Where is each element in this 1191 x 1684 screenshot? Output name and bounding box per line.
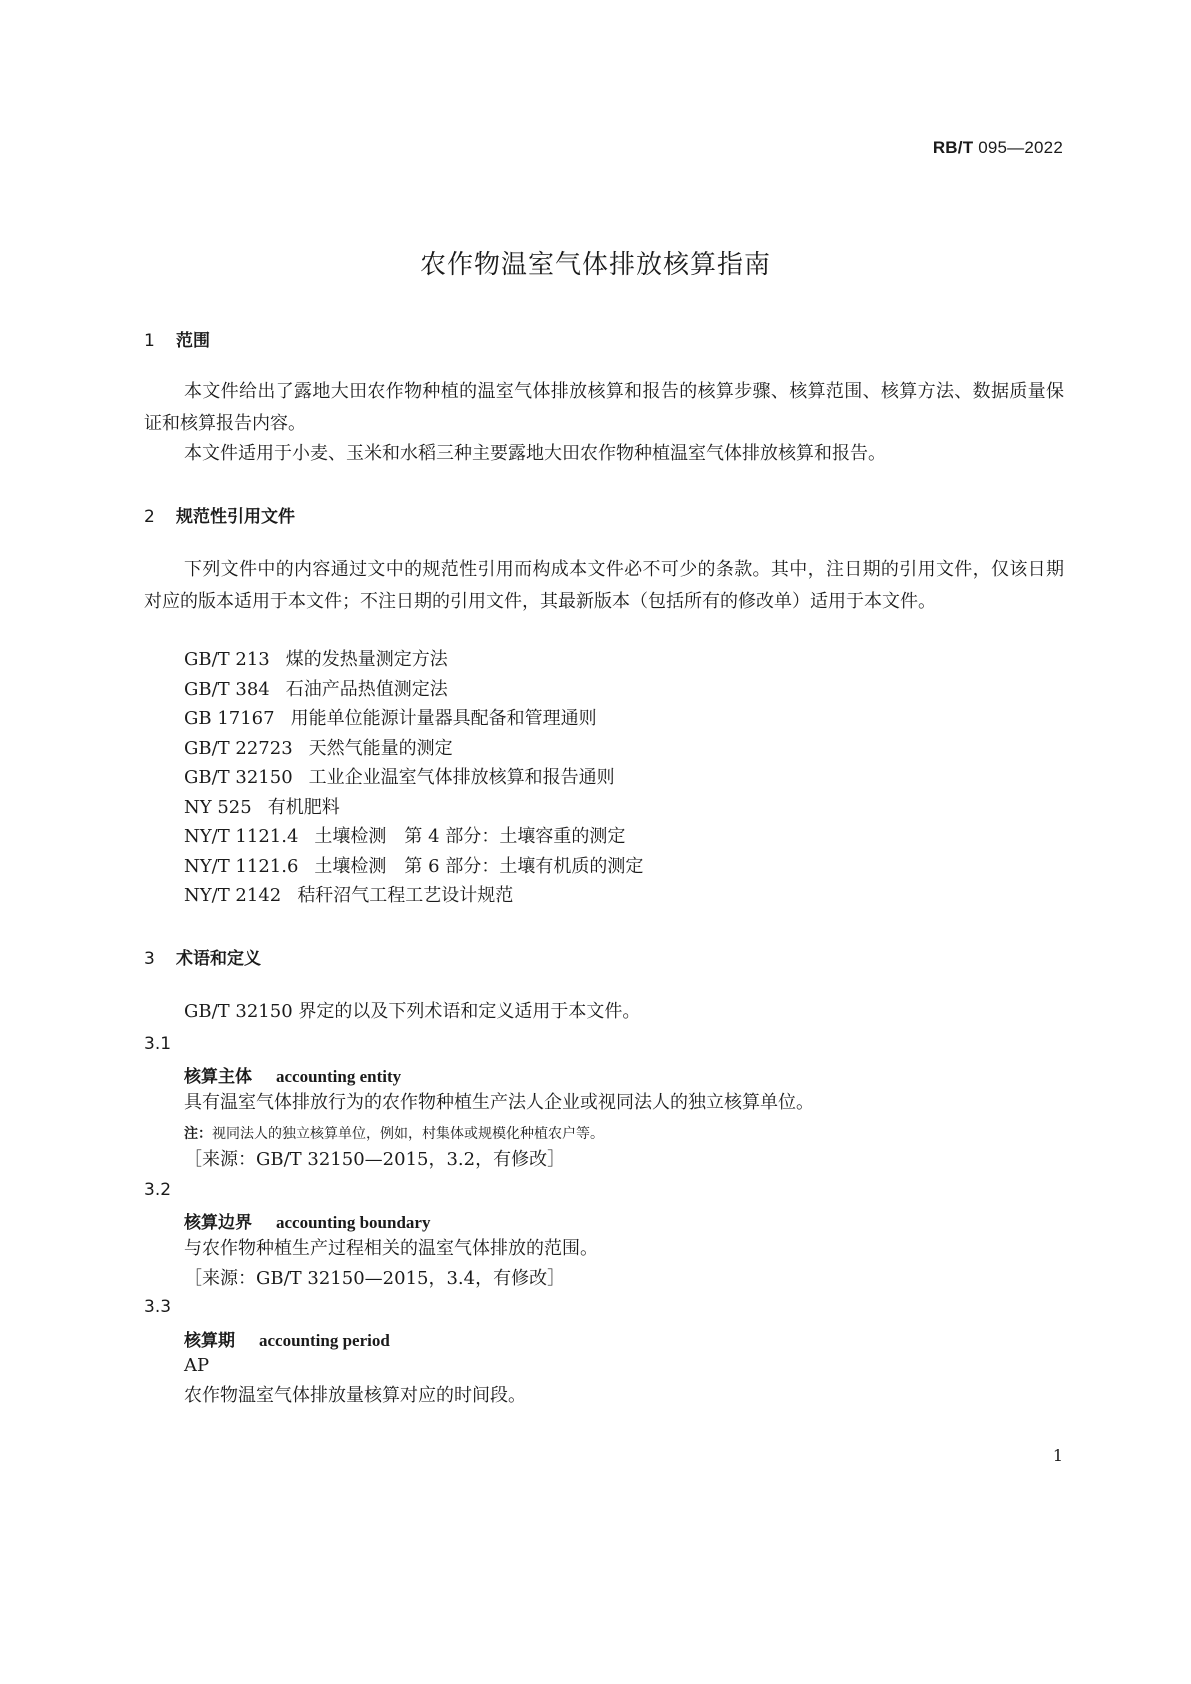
document-title: 农作物温室气体排放核算指南 — [419, 250, 771, 280]
reference-item: NY 525 有机肥料 — [184, 797, 340, 818]
term-title: 核算边界 accounting boundary — [184, 1213, 431, 1233]
term-definition: 农作物温室气体排放量核算对应的时间段。 — [184, 1385, 526, 1406]
term-note: 注：视同法人的独立核算单位，例如，村集体或规模化种植农户等。 — [184, 1126, 604, 1142]
term-definition: 与农作物种植生产过程相关的温室气体排放的范围。 — [184, 1238, 598, 1259]
term-number: 3.3 — [144, 1297, 172, 1317]
term-number: 3.1 — [144, 1034, 172, 1054]
reference-item: GB/T 213 煤的发热量测定方法 — [184, 649, 448, 670]
term-definition: 具有温室气体排放行为的农作物种植生产法人企业或视同法人的独立核算单位。 — [184, 1092, 814, 1113]
section-2-paragraph-1: 下列文件中的内容通过文中的规范性引用而构成本文件必不可少的条款。其中，注日期的引用文件，仅该日期对应的版本适用于本文件；不注日期的引用文件，其最新版本（包括所有的修改单）适用于本文件。 — [144, 559, 1064, 612]
term-title: 核算主体 accounting entity — [184, 1067, 402, 1087]
section-3-heading: 3 术语和定义 — [144, 949, 261, 969]
term-title: 核算期 accounting period — [184, 1331, 390, 1351]
section-2-heading: 2 规范性引用文件 — [144, 507, 295, 527]
reference-item: GB/T 32150 工业企业温室气体排放核算和报告通则 — [184, 767, 615, 788]
section-1-paragraph-1: 本文件给出了露地大田农作物种植的温室气体排放核算和报告的核算步骤、核算范围、核算方法、数据质量保证和核算报告内容。 — [144, 381, 1064, 434]
reference-item: GB 17167 用能单位能源计量器具配备和管理通则 — [184, 708, 597, 729]
reference-item: GB/T 384 石油产品热值测定法 — [184, 679, 448, 700]
term-source: ［来源：GB/T 32150—2015，3.4，有修改］ — [184, 1268, 566, 1289]
term-abbreviation: AP — [184, 1355, 210, 1376]
reference-item: NY/T 1121.4 土壤检测 第 4 部分：土壤容重的测定 — [184, 826, 626, 847]
section-1-heading: 1 范围 — [144, 331, 210, 351]
document-code: RB/T 095—2022 — [932, 138, 1063, 157]
section-3-intro: GB/T 32150 界定的以及下列术语和定义适用于本文件。 — [184, 1001, 641, 1022]
term-source: ［来源：GB/T 32150—2015，3.2，有修改］ — [184, 1149, 566, 1170]
reference-item: GB/T 22723 天然气能量的测定 — [184, 738, 453, 759]
page-number: 1 — [1052, 1446, 1063, 1465]
section-1-paragraph-2: 本文件适用于小麦、玉米和水稻三种主要露地大田农作物种植温室气体排放核算和报告。 — [184, 443, 886, 464]
reference-item: NY/T 1121.6 土壤检测 第 6 部分：土壤有机质的测定 — [184, 856, 644, 877]
reference-item: NY/T 2142 秸秆沼气工程工艺设计规范 — [184, 885, 514, 906]
term-number: 3.2 — [144, 1180, 172, 1200]
